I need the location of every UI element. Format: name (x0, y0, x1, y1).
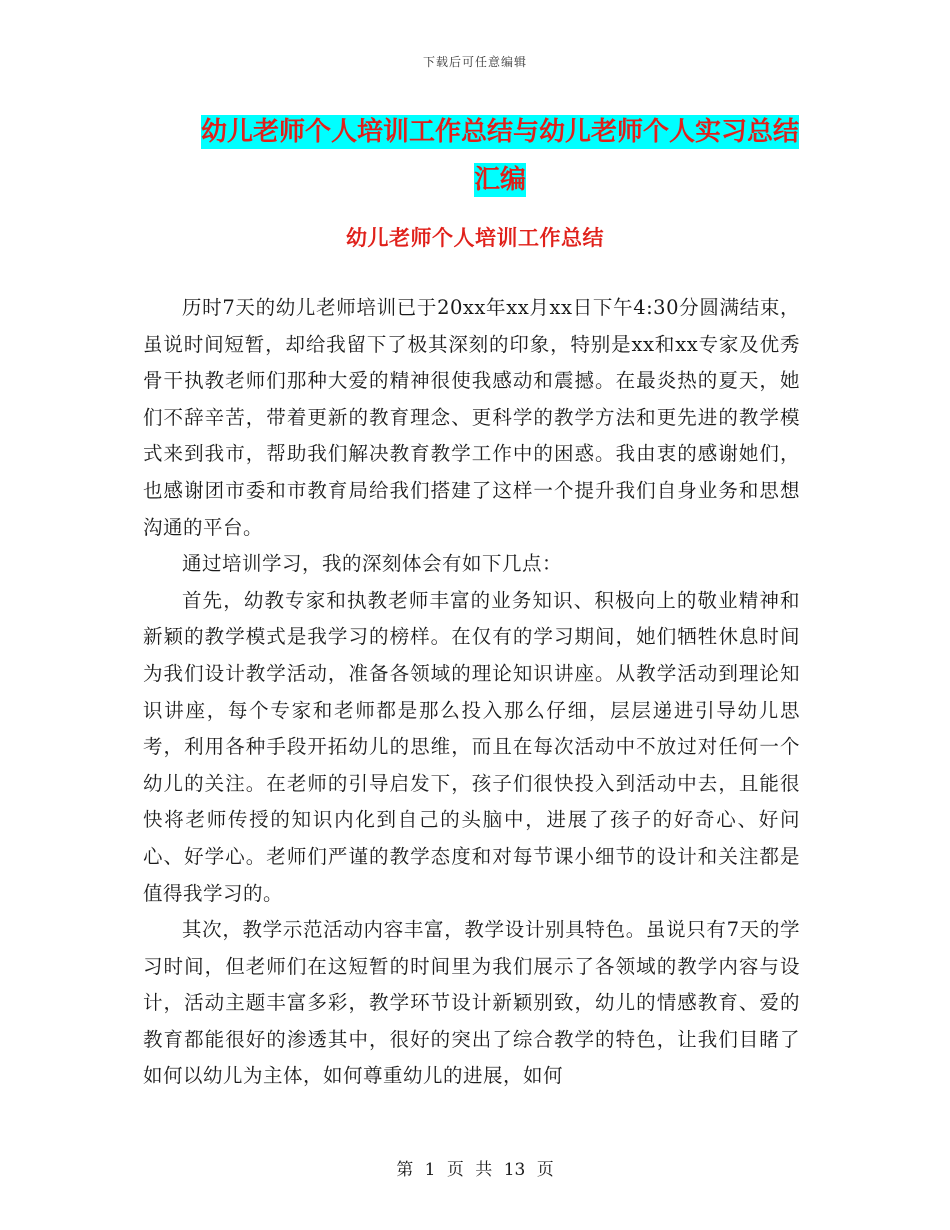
paragraph: 其次，教学示范活动内容丰富，教学设计别具特色。虽说只有7天的学习时间，但老师们在这短暂的时间里为我们展示了各领域的教学内容与设计，活动主题丰富多彩，教学环节设计新颖别致，幼儿的情感教育、爱的教育都能很好的渗透其中，很好的突出了综合教学的特色，让我们目睹了如何以幼儿为主体，如何尊重幼儿的进展，如何 (143, 918, 800, 1088)
document-title-line1: 幼儿老师个人培训工作总结与幼儿老师个人实习总结 (200, 117, 799, 147)
header-note: 下载后可任意编辑 (422, 55, 527, 69)
paragraph: 历时7天的幼儿老师培训已于20xx年xx月xx日下午4:30分圆满结束，虽说时间短暂，却给我留下了极其深刻的印象，特别是xx和xx专家及优秀骨干执教老师们那种大爱的精神很使我感动和震撼。在最炎热的夏天，她们不辞辛苦，带着更新的教育理念、更科学的教学方法和更先进的教学模式来到我市，帮助我们解决教育教学工作中的困惑。我由衷的感谢她们，也感谢团市委和市教育局给我们搭建了这样一个提升我们自身业务和思想沟通的平台。 (143, 296, 800, 539)
paragraph: 首先，幼教专家和执教老师丰富的业务知识、积极向上的敬业精神和新颖的教学模式是我学习的榜样。在仅有的学习期间，她们牺牲休息时间为我们设计教学活动，准备各领域的理论知识讲座。从教学活动到理论知识讲座，每个专家和老师都是那么投入那么仔细，层层递进引导幼儿思考，利用各种手段开拓幼儿的思维，而且在每次活动中不放过对任何一个幼儿的关注。在老师的引导启发下，孩子们很快投入到活动中去，且能很快将老师传授的知识内化到自己的头脑中，进展了孩子的好奇心、好问心、好学心。老师们严谨的教学态度和对每节课小细节的设计和关注都是值得我学习的。 (143, 588, 800, 905)
document-title (140, 108, 860, 204)
body-text (143, 290, 800, 1095)
document-title-line2: 汇编 (473, 165, 526, 195)
paragraph: 通过培训学习，我的深刻体会有如下几点： (182, 552, 563, 576)
section-title: 幼儿老师个人培训工作总结 (346, 226, 604, 250)
page-number: 第 1 页 共 13 页 (396, 1160, 554, 1180)
